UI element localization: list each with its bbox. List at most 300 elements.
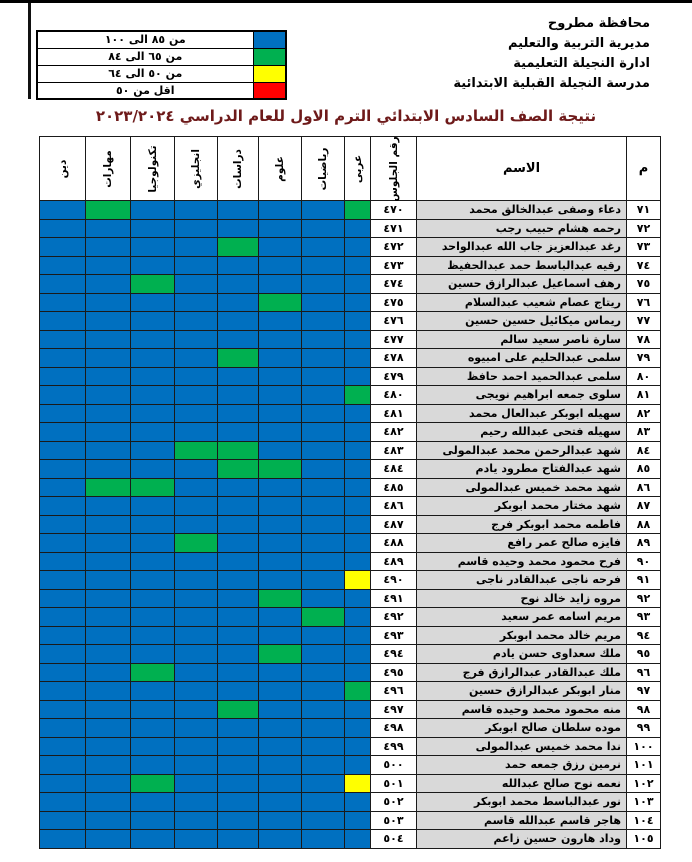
grade-cell bbox=[259, 460, 302, 479]
grade-cell bbox=[259, 719, 302, 738]
student-row bbox=[40, 386, 661, 405]
top-border-line bbox=[0, 0, 692, 3]
grade-cell bbox=[345, 349, 371, 368]
grade-cell bbox=[86, 478, 131, 497]
grade-cell bbox=[345, 201, 371, 220]
seat-number: ٥٠٤ bbox=[371, 830, 417, 849]
student-row bbox=[40, 589, 661, 608]
column-header-subject bbox=[131, 137, 175, 201]
student-name: رغد عبدالعزيز جاب الله عبدالواحد bbox=[417, 238, 627, 257]
grade-cell bbox=[40, 645, 86, 664]
header-row bbox=[40, 137, 661, 201]
seat-number: ٤٧٩ bbox=[371, 367, 417, 386]
grade-cell bbox=[345, 719, 371, 738]
grade-cell bbox=[345, 571, 371, 590]
seat-number: ٤٨١ bbox=[371, 404, 417, 423]
student-row bbox=[40, 700, 661, 719]
grade-cell bbox=[218, 682, 259, 701]
legend-row bbox=[37, 65, 286, 82]
student-name: شهد عبدالفتاح مطرود يادم bbox=[417, 460, 627, 479]
row-number: ٩٠ bbox=[627, 552, 661, 571]
grade-cell bbox=[218, 645, 259, 664]
grade-cell bbox=[86, 515, 131, 534]
grade-cell bbox=[40, 312, 86, 331]
row-number: ٧٩ bbox=[627, 349, 661, 368]
seat-number: ٤٧١ bbox=[371, 219, 417, 238]
row-number: ٨٠ bbox=[627, 367, 661, 386]
grade-cell bbox=[86, 238, 131, 257]
student-row bbox=[40, 367, 661, 386]
grade-cell bbox=[40, 349, 86, 368]
grade-cell bbox=[345, 367, 371, 386]
grade-cell bbox=[302, 201, 345, 220]
grade-cell bbox=[86, 737, 131, 756]
seat-number: ٤٧٧ bbox=[371, 330, 417, 349]
grade-cell bbox=[175, 645, 218, 664]
left-scan-mark bbox=[28, 3, 31, 99]
grade-cell bbox=[131, 737, 175, 756]
grade-cell bbox=[175, 719, 218, 738]
subject-label: علوم bbox=[274, 155, 286, 182]
grade-cell bbox=[218, 497, 259, 516]
grade-cell bbox=[131, 404, 175, 423]
grade-cell bbox=[218, 552, 259, 571]
grade-cell bbox=[175, 589, 218, 608]
org-line-governorate: محافظة مطروح bbox=[547, 16, 650, 31]
grade-cell bbox=[131, 367, 175, 386]
row-number: ٧٤ bbox=[627, 256, 661, 275]
grade-cell bbox=[40, 719, 86, 738]
seat-number: ٤٧٥ bbox=[371, 293, 417, 312]
grade-cell bbox=[345, 608, 371, 627]
student-row bbox=[40, 404, 661, 423]
row-number: ١٠٤ bbox=[627, 811, 661, 830]
grade-cell bbox=[302, 238, 345, 257]
grade-cell bbox=[131, 534, 175, 553]
grade-cell bbox=[175, 534, 218, 553]
grade-cell bbox=[131, 478, 175, 497]
row-number: ٨٨ bbox=[627, 515, 661, 534]
grade-cell bbox=[40, 238, 86, 257]
grade-cell bbox=[345, 219, 371, 238]
grade-cell bbox=[302, 756, 345, 775]
grade-cell bbox=[218, 534, 259, 553]
grade-cell bbox=[86, 608, 131, 627]
grade-cell bbox=[131, 330, 175, 349]
grade-cell bbox=[302, 811, 345, 830]
student-name: سارة ناصر سعيد سالم bbox=[417, 330, 627, 349]
row-number: ٩٦ bbox=[627, 663, 661, 682]
grade-cell bbox=[302, 719, 345, 738]
grade-cell bbox=[175, 256, 218, 275]
seat-number: ٤٧٤ bbox=[371, 275, 417, 294]
grade-cell bbox=[345, 737, 371, 756]
student-name: سهيله فتحى عبدالله رحيم bbox=[417, 423, 627, 442]
grade-cell bbox=[218, 811, 259, 830]
grade-cell bbox=[131, 423, 175, 442]
student-row bbox=[40, 719, 661, 738]
grade-cell bbox=[345, 423, 371, 442]
seat-number: ٥٠٣ bbox=[371, 811, 417, 830]
grade-cell bbox=[86, 256, 131, 275]
subject-label: مهارات bbox=[102, 149, 114, 188]
grade-cell bbox=[40, 219, 86, 238]
grade-cell bbox=[302, 552, 345, 571]
student-row bbox=[40, 201, 661, 220]
row-number: ٧٧ bbox=[627, 312, 661, 331]
seat-number: ٥٠٠ bbox=[371, 756, 417, 775]
grade-cell bbox=[345, 386, 371, 405]
grade-cell bbox=[175, 663, 218, 682]
grade-cell bbox=[86, 663, 131, 682]
grade-cell bbox=[86, 201, 131, 220]
grade-cell bbox=[302, 830, 345, 849]
grade-cell bbox=[302, 774, 345, 793]
grade-cell bbox=[302, 793, 345, 812]
seat-number: ٤٨٤ bbox=[371, 460, 417, 479]
grade-cell bbox=[218, 478, 259, 497]
student-row bbox=[40, 663, 661, 682]
grade-cell bbox=[218, 367, 259, 386]
grade-cell bbox=[259, 256, 302, 275]
grade-cell bbox=[40, 478, 86, 497]
seat-number: ٤٩٦ bbox=[371, 682, 417, 701]
grade-cell bbox=[131, 793, 175, 812]
seat-number: ٥٠١ bbox=[371, 774, 417, 793]
student-name: شهد عبدالرحمن محمد عبدالمولى bbox=[417, 441, 627, 460]
grade-cell bbox=[218, 256, 259, 275]
org-line-directorate: مديرية التربية والتعليم bbox=[507, 36, 650, 51]
grade-cell bbox=[345, 756, 371, 775]
grade-cell bbox=[218, 460, 259, 479]
student-row bbox=[40, 460, 661, 479]
grade-cell bbox=[218, 700, 259, 719]
grade-cell bbox=[345, 497, 371, 516]
grade-cell bbox=[345, 682, 371, 701]
grade-cell bbox=[175, 608, 218, 627]
grade-cell bbox=[40, 534, 86, 553]
grade-cell bbox=[259, 423, 302, 442]
grade-cell bbox=[345, 441, 371, 460]
grade-cell bbox=[259, 404, 302, 423]
seat-number: ٤٩٤ bbox=[371, 645, 417, 664]
grade-cell bbox=[131, 830, 175, 849]
grade-cell bbox=[40, 774, 86, 793]
student-name: رقيه عبدالباسط حمد عبدالحفيظ bbox=[417, 256, 627, 275]
grade-cell bbox=[86, 645, 131, 664]
student-name: شهد محمد خميس عبدالمولى bbox=[417, 478, 627, 497]
grade-cell bbox=[131, 552, 175, 571]
grade-cell bbox=[218, 663, 259, 682]
grade-cell bbox=[259, 312, 302, 331]
grade-cell bbox=[259, 756, 302, 775]
grade-cell bbox=[345, 460, 371, 479]
grade-cell bbox=[175, 497, 218, 516]
grade-cell bbox=[302, 682, 345, 701]
row-number: ٩٨ bbox=[627, 700, 661, 719]
grade-cell bbox=[259, 330, 302, 349]
student-name: ريتاج عصام شعيب عبدالسلام bbox=[417, 293, 627, 312]
grade-cell bbox=[86, 793, 131, 812]
grade-cell bbox=[86, 367, 131, 386]
grade-cell bbox=[302, 423, 345, 442]
grade-cell bbox=[131, 219, 175, 238]
grade-cell bbox=[131, 238, 175, 257]
grade-cell bbox=[175, 830, 218, 849]
grade-cell bbox=[131, 626, 175, 645]
seat-number: ٤٧٠ bbox=[371, 201, 417, 220]
student-row bbox=[40, 571, 661, 590]
grade-cell bbox=[345, 293, 371, 312]
grade-cell bbox=[218, 238, 259, 257]
grade-cell bbox=[259, 645, 302, 664]
grade-cell bbox=[218, 275, 259, 294]
subject-label: عربى bbox=[351, 154, 364, 183]
grade-cell bbox=[175, 201, 218, 220]
row-number: ٩١ bbox=[627, 571, 661, 590]
column-header-subject bbox=[259, 137, 302, 201]
grade-cell bbox=[86, 460, 131, 479]
student-row bbox=[40, 756, 661, 775]
seat-number: ٤٩٠ bbox=[371, 571, 417, 590]
row-number: ١٠٣ bbox=[627, 793, 661, 812]
grade-cell bbox=[175, 386, 218, 405]
student-row bbox=[40, 478, 661, 497]
column-header-subject bbox=[175, 137, 218, 201]
student-name: منار ابوبكر عبدالرازق حسين bbox=[417, 682, 627, 701]
seat-number: ٤٧٢ bbox=[371, 238, 417, 257]
grade-cell bbox=[302, 293, 345, 312]
grade-cell bbox=[40, 386, 86, 405]
grade-cell bbox=[86, 441, 131, 460]
grade-cell bbox=[259, 608, 302, 627]
grade-cell bbox=[259, 219, 302, 238]
grade-cell bbox=[302, 534, 345, 553]
student-row bbox=[40, 330, 661, 349]
student-row bbox=[40, 275, 661, 294]
seat-number: ٤٨٧ bbox=[371, 515, 417, 534]
grade-cell bbox=[86, 682, 131, 701]
grade-cell bbox=[259, 275, 302, 294]
column-header-seat bbox=[371, 137, 417, 201]
student-name: مريم اسامه عمر سعيد bbox=[417, 608, 627, 627]
grade-cell bbox=[86, 275, 131, 294]
legend-color-swatch bbox=[253, 65, 286, 82]
grade-cell bbox=[218, 608, 259, 627]
row-number: ٩٥ bbox=[627, 645, 661, 664]
seat-number: ٤٨٦ bbox=[371, 497, 417, 516]
student-row bbox=[40, 219, 661, 238]
student-row bbox=[40, 441, 661, 460]
grade-cell bbox=[131, 275, 175, 294]
grade-cell bbox=[218, 312, 259, 331]
student-row bbox=[40, 737, 661, 756]
seat-number: ٤٨٥ bbox=[371, 478, 417, 497]
grade-cell bbox=[131, 293, 175, 312]
student-row bbox=[40, 238, 661, 257]
column-header-no: م bbox=[627, 137, 661, 201]
grade-cell bbox=[345, 626, 371, 645]
grade-cell bbox=[218, 626, 259, 645]
grade-cell bbox=[259, 515, 302, 534]
grade-cell bbox=[345, 830, 371, 849]
grade-cell bbox=[259, 201, 302, 220]
grade-cell bbox=[40, 367, 86, 386]
grade-cell bbox=[131, 719, 175, 738]
grade-cell bbox=[302, 700, 345, 719]
grade-cell bbox=[218, 441, 259, 460]
grade-cell bbox=[175, 571, 218, 590]
page-title: نتيجة الصف السادس الابتدائي الترم الاول للعام الدراسي ٢٠٢٣/٢٠٢٤ bbox=[95, 107, 597, 125]
grade-cell bbox=[175, 330, 218, 349]
seat-number: ٤٨٢ bbox=[371, 423, 417, 442]
grade-cell bbox=[86, 700, 131, 719]
grade-cell bbox=[345, 238, 371, 257]
student-name: نور عبدالباسط محمد ابوبكر bbox=[417, 793, 627, 812]
legend-color-swatch bbox=[253, 48, 286, 65]
grade-cell bbox=[259, 663, 302, 682]
grade-cell bbox=[218, 756, 259, 775]
grade-cell bbox=[218, 201, 259, 220]
row-number: ١٠٥ bbox=[627, 830, 661, 849]
grade-cell bbox=[259, 367, 302, 386]
grade-cell bbox=[86, 719, 131, 738]
grade-cell bbox=[218, 774, 259, 793]
grade-cell bbox=[259, 293, 302, 312]
column-header-subject bbox=[218, 137, 259, 201]
row-number: ١٠١ bbox=[627, 756, 661, 775]
grade-cell bbox=[175, 275, 218, 294]
grade-cell bbox=[218, 386, 259, 405]
seat-number: ٤٩٨ bbox=[371, 719, 417, 738]
student-name: ملك سعداوى حسن يادم bbox=[417, 645, 627, 664]
column-header-seat-label: رقم الجلوس bbox=[387, 135, 400, 202]
grade-cell bbox=[218, 293, 259, 312]
seat-number: ٤٩١ bbox=[371, 589, 417, 608]
student-name: سلوى جمعه ابراهيم نويجى bbox=[417, 386, 627, 405]
student-name: مروه زايد خالد نوح bbox=[417, 589, 627, 608]
grade-cell bbox=[40, 423, 86, 442]
legend-body bbox=[37, 31, 286, 99]
student-name: فاطمه محمد ابوبكر فرج bbox=[417, 515, 627, 534]
grade-cell bbox=[86, 312, 131, 331]
grade-cell bbox=[345, 793, 371, 812]
grade-cell bbox=[131, 460, 175, 479]
grade-cell bbox=[302, 275, 345, 294]
grade-cell bbox=[259, 793, 302, 812]
student-row bbox=[40, 811, 661, 830]
row-number: ٩٤ bbox=[627, 626, 661, 645]
grade-cell bbox=[345, 589, 371, 608]
grade-cell bbox=[86, 293, 131, 312]
seat-number: ٤٩٧ bbox=[371, 700, 417, 719]
grade-cell bbox=[86, 423, 131, 442]
grade-cell bbox=[40, 700, 86, 719]
grade-cell bbox=[175, 756, 218, 775]
grade-cell bbox=[218, 793, 259, 812]
student-name: نعمه نوح صالح عبدالله bbox=[417, 774, 627, 793]
row-number: ٧٣ bbox=[627, 238, 661, 257]
grade-cell bbox=[40, 256, 86, 275]
student-name: سهيله ابوبكر عبدالعال محمد bbox=[417, 404, 627, 423]
legend-range-label: من ٨٥ الى ١٠٠ bbox=[37, 31, 253, 48]
grade-cell bbox=[175, 700, 218, 719]
grade-cell bbox=[175, 478, 218, 497]
grade-cell bbox=[218, 423, 259, 442]
grade-cell bbox=[40, 497, 86, 516]
grade-cell bbox=[218, 589, 259, 608]
grade-cell bbox=[40, 608, 86, 627]
row-number: ٨٣ bbox=[627, 423, 661, 442]
grade-cell bbox=[259, 682, 302, 701]
row-number: ٩٣ bbox=[627, 608, 661, 627]
grade-cell bbox=[302, 608, 345, 627]
grade-cell bbox=[86, 571, 131, 590]
seat-number: ٤٨٨ bbox=[371, 534, 417, 553]
grade-cell bbox=[40, 460, 86, 479]
org-line-school: مدرسة النجيلة القبلية الابتدائية bbox=[453, 76, 650, 91]
seat-number: ٤٧٨ bbox=[371, 349, 417, 368]
grade-cell bbox=[259, 737, 302, 756]
grade-cell bbox=[40, 663, 86, 682]
grade-cell bbox=[259, 552, 302, 571]
grade-cell bbox=[131, 756, 175, 775]
grade-cell bbox=[302, 441, 345, 460]
seat-number: ٤٨٣ bbox=[371, 441, 417, 460]
grade-cell bbox=[345, 552, 371, 571]
grade-cell bbox=[40, 275, 86, 294]
student-name: سلمى عبدالحميد احمد حافظ bbox=[417, 367, 627, 386]
grade-cell bbox=[40, 626, 86, 645]
grade-cell bbox=[86, 404, 131, 423]
seat-number: ٤٩٢ bbox=[371, 608, 417, 627]
row-number: ٨٩ bbox=[627, 534, 661, 553]
grade-cell bbox=[40, 682, 86, 701]
row-number: ٧٨ bbox=[627, 330, 661, 349]
grade-cell bbox=[302, 404, 345, 423]
grade-cell bbox=[175, 367, 218, 386]
grade-cell bbox=[345, 515, 371, 534]
grade-cell bbox=[218, 219, 259, 238]
student-name: ريماس ميكائيل حسين حسين bbox=[417, 312, 627, 331]
grade-cell bbox=[302, 737, 345, 756]
student-name: فرحه ناجى عبدالقادر ناجى bbox=[417, 571, 627, 590]
grade-cell bbox=[131, 256, 175, 275]
grade-cell bbox=[175, 441, 218, 460]
grade-cell bbox=[218, 330, 259, 349]
student-name: دعاء وصفى عبدالخالق محمد bbox=[417, 201, 627, 220]
column-header-subject bbox=[302, 137, 345, 201]
legend-row bbox=[37, 31, 286, 48]
grade-cell bbox=[175, 460, 218, 479]
results-table-head bbox=[40, 137, 661, 201]
grade-cell bbox=[40, 293, 86, 312]
grade-cell bbox=[40, 330, 86, 349]
grade-cell bbox=[131, 571, 175, 590]
grade-cell bbox=[345, 774, 371, 793]
grade-cell bbox=[131, 645, 175, 664]
student-name: ملك عبدالقادر عبدالرازق فرج bbox=[417, 663, 627, 682]
student-name: فرح محمود محمد وحيده قاسم bbox=[417, 552, 627, 571]
grade-cell bbox=[302, 330, 345, 349]
grade-cell bbox=[86, 349, 131, 368]
grade-color-legend bbox=[36, 30, 287, 100]
column-header-subject bbox=[86, 137, 131, 201]
grade-cell bbox=[259, 700, 302, 719]
grade-cell bbox=[259, 534, 302, 553]
student-row bbox=[40, 293, 661, 312]
grade-cell bbox=[302, 386, 345, 405]
